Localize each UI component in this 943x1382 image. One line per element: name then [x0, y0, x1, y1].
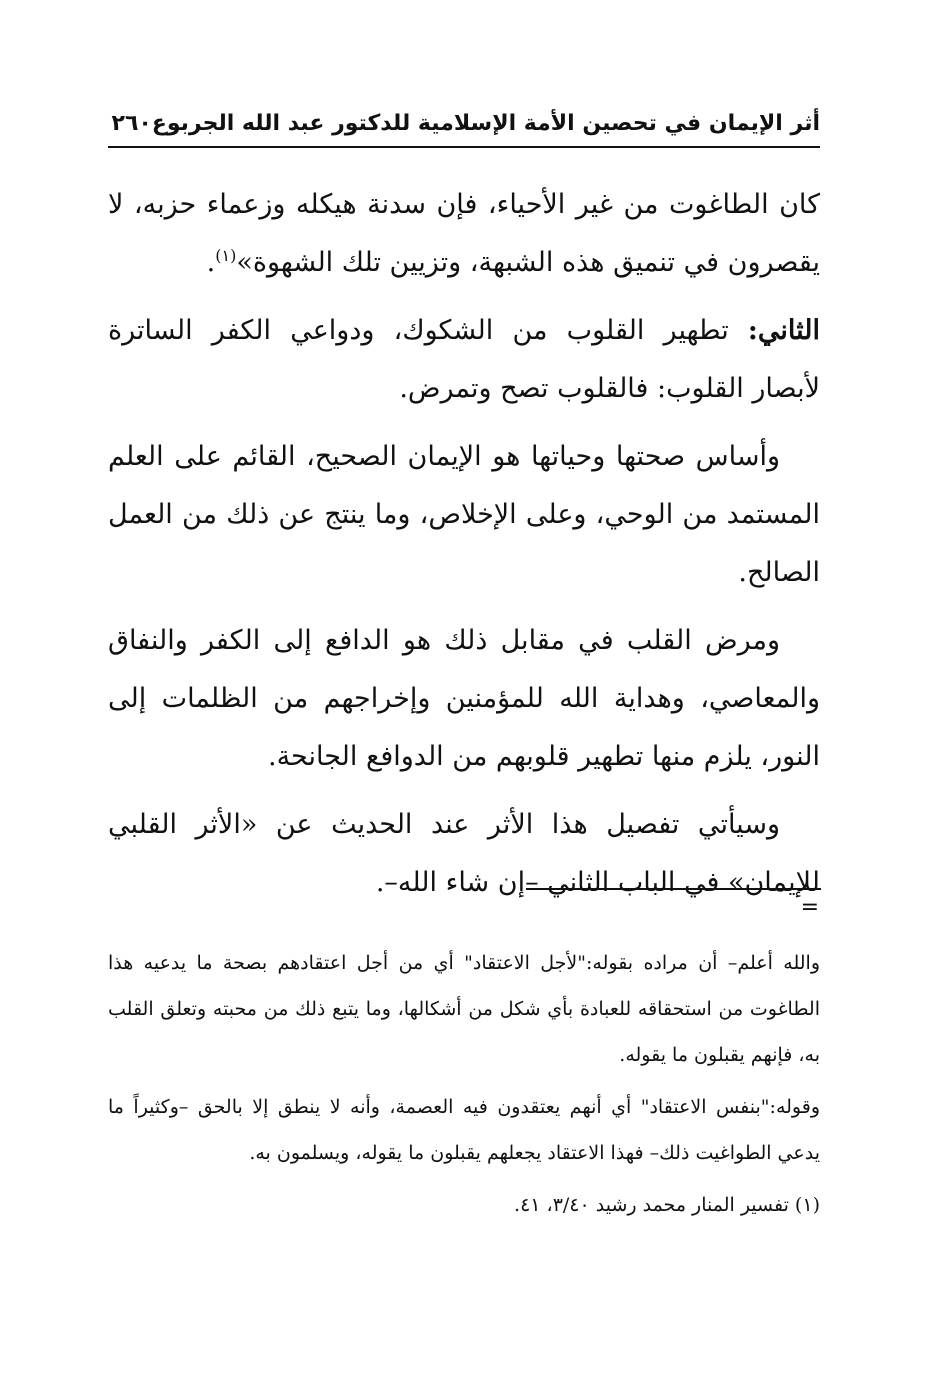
paragraph-1-text: كان الطاغوت من غير الأحياء، فإن سدنة هيكله وزعماء حزبه، لا يقصرون في تنميق هذه الشبهة، وتزيين تلك الشهوة»	[108, 189, 820, 278]
running-title: أثر الإيمان في تحصين الأمة الإسلامية للدكتور عبد الله الجربوع	[151, 111, 820, 136]
footnote-rule	[526, 888, 821, 890]
paragraph-2	[108, 302, 820, 418]
footnote-reference: (١) تفسير المنار محمد رشيد ٣/٤٠، ٤١.	[514, 1194, 820, 1216]
paragraph-2-lead: الثاني:	[747, 315, 820, 346]
page-header	[108, 96, 820, 136]
paragraph-1	[108, 176, 820, 292]
footnote-continuation-mark: =	[800, 895, 819, 920]
paragraph-2-text: تطهير القلوب من الشكوك، ودواعي الكفر الساترة لأبصار القلوب: فالقلوب تصح وتمرض.	[108, 315, 820, 404]
paragraph-1-end: .	[206, 247, 216, 278]
paragraph-5: وسيأتي تفصيل هذا الأثر عند الحديث عن «الأثر القلبي للإيمان» في الباب الثاني –إن شاء الله–.	[108, 809, 820, 898]
footnote-continued: والله أعلم– أن مراده بقوله:"لأجل الاعتقاد" أي من أجل اعتقادهم بصحة ما يدعيه هذا الطاغوت من استحقاقه للعبادة بأي شكل من أشكالها، وما يتبع ذلك من محبته وتعلق القلب به، فإنهم يقبلون ما يقوله.	[108, 952, 820, 1066]
footnote-marker: (١)	[215, 246, 237, 265]
header-rule	[108, 146, 820, 148]
footnote-note: وقوله:"بنفس الاعتقاد" أي أنهم يعتقدون فيه العصمة، وأنه لا ينطق إلا بالحق –وكثيراً ما يدعي الطواغيت ذلك– فهذا الاعتقاد يجعلهم يقبلون ما يقوله، ويسلمون به.	[108, 1096, 820, 1164]
page-number: ٢٦٠	[111, 111, 152, 136]
footnotes	[108, 940, 820, 1234]
paragraph-3: وأساس صحتها وحياتها هو الإيمان الصحيح، القائم على العلم المستمد من الوحي، وعلى الإخلاص، وما ينتج عن ذلك من العمل الصالح.	[108, 441, 820, 588]
paragraph-4: ومرض القلب في مقابل ذلك هو الدافع إلى الكفر والنفاق والمعاصي، وهداية الله للمؤمنين وإخراجهم من الظلمات إلى النور، يلزم منها تطهير قلوبهم من الدوافع الجانحة.	[108, 625, 820, 772]
main-text	[108, 176, 820, 922]
